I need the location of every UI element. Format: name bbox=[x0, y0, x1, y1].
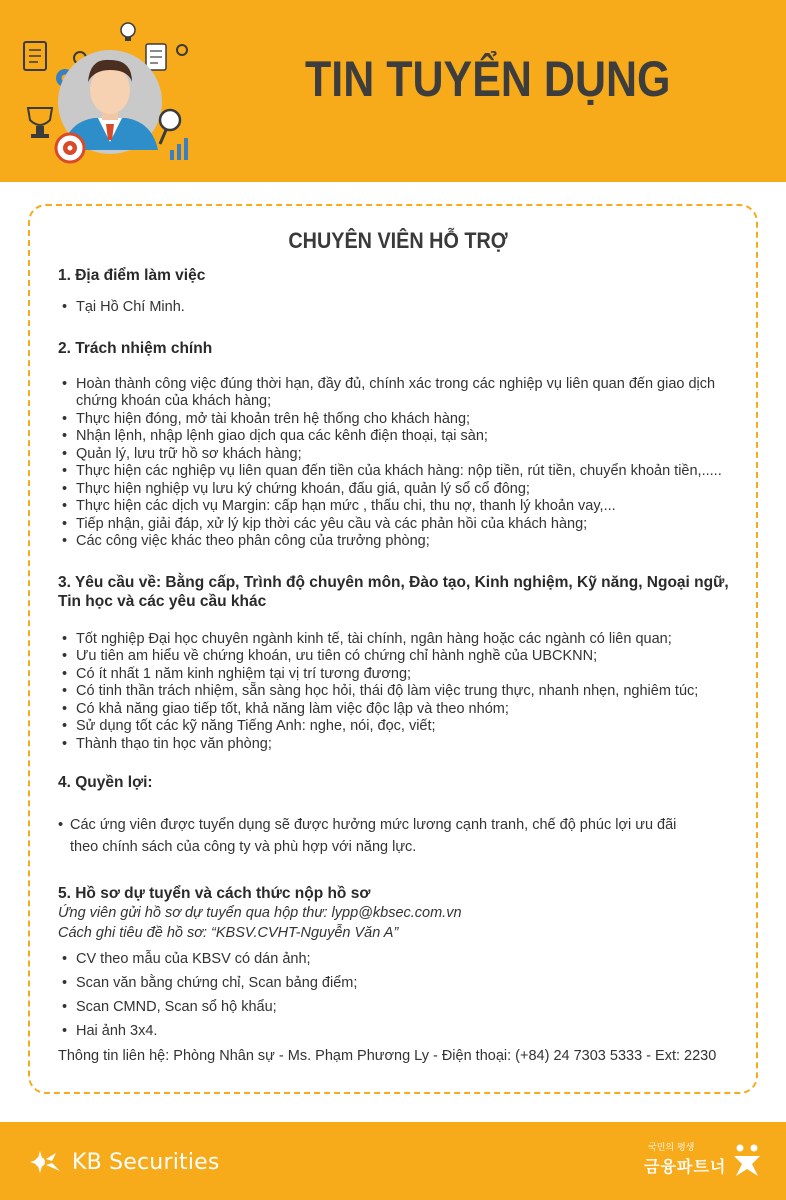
list-item: • Có khả năng giao tiếp tốt, khả năng làm việc độc lập và theo nhóm; bbox=[58, 701, 738, 719]
benefits-text: Các ứng viên được tuyển dụng sẽ được hưởng mức lương cạnh tranh, chế độ phúc lợi ưu đãi theo chính sách của công ty và phù hợp với năng lực. bbox=[70, 817, 677, 855]
submit-email-line: Ứng viên gửi hồ sơ dự tuyển qua hộp thư: lypp@kbsec.com.vn bbox=[58, 905, 462, 921]
partner-tagline-small: 국민의 평생 bbox=[648, 1143, 695, 1153]
brand-name: KB Securities bbox=[72, 1149, 220, 1175]
location-heading: 1. Địa điểm làm việc bbox=[58, 267, 206, 284]
list-item: • Các công việc khác theo phân công của trưởng phòng; bbox=[58, 533, 738, 551]
application-list bbox=[58, 947, 738, 1043]
list-item: • Thực hiện các nghiệp vụ liên quan đến tiền của khách hàng: nộp tiền, rút tiền, chuyển khoản tiền,..... bbox=[58, 463, 738, 481]
page-headline: TIN TUYỂN DỤNG bbox=[305, 51, 671, 107]
benefits-text-block bbox=[58, 814, 698, 858]
job-content bbox=[58, 222, 738, 1067]
kb-star-logo-icon bbox=[30, 1149, 64, 1175]
list-item: • Scan văn bằng chứng chỉ, Scan bảng điểm; bbox=[58, 971, 738, 995]
recruiter-illustration-icon bbox=[20, 20, 195, 170]
list-item: • Tốt nghiệp Đại học chuyên ngành kinh tế, tài chính, ngân hàng hoặc các ngành có liên quan; bbox=[58, 631, 738, 649]
contact-info: Thông tin liên hệ: Phòng Nhân sự - Ms. Phạm Phương Ly - Điện thoại: (+84) 24 7303 5333 - Ext: 2230 bbox=[58, 1048, 717, 1064]
subject-format-line: Cách ghi tiêu đề hồ sơ: “KBSV.CVHT-Nguyễn Văn A” bbox=[58, 925, 399, 941]
responsibilities-list bbox=[58, 376, 738, 551]
list-item: • Scan CMND, Scan sổ hộ khẩu; bbox=[58, 995, 738, 1019]
list-item: • Nhận lệnh, nhập lệnh giao dịch qua các kênh điện thoại, tại sàn; bbox=[58, 428, 738, 446]
list-item: • Sử dụng tốt các kỹ năng Tiếng Anh: nghe, nói, đọc, viết; bbox=[58, 718, 738, 736]
people-star-icon bbox=[732, 1142, 762, 1180]
list-item: • Tại Hồ Chí Minh. bbox=[58, 299, 738, 317]
job-title: CHUYÊN VIÊN HỖ TRỢ bbox=[288, 228, 508, 253]
list-item: • Hoàn thành công việc đúng thời hạn, đầy đủ, chính xác trong các nghiệp vụ liên quan đến giao dịch chứng khoán của khách hàng; bbox=[58, 376, 738, 411]
list-item: • Tiếp nhận, giải đáp, xử lý kịp thời các yêu cầu và các phản hồi của khách hàng; bbox=[58, 516, 738, 534]
bullet-icon: • bbox=[58, 817, 64, 833]
requirements-heading: 3. Yêu cầu về: Bằng cấp, Trình độ chuyên môn, Đào tạo, Kinh nghiệm, Kỹ năng, Ngoại ngữ, Tin học và các yêu cầu khác bbox=[58, 573, 729, 610]
list-item: • Có ít nhất 1 năm kinh nghiệm tại vị trí tương đương; bbox=[58, 666, 738, 684]
partner-tagline-big: 금융파트너 bbox=[644, 1157, 727, 1176]
partner-logo bbox=[640, 1138, 765, 1186]
location-list bbox=[58, 299, 738, 317]
list-item: • Hai ảnh 3x4. bbox=[58, 1019, 738, 1043]
requirements-list bbox=[58, 631, 738, 754]
benefits-heading: 4. Quyền lợi: bbox=[58, 774, 153, 791]
list-item: • Thực hiện các dịch vụ Margin: cấp hạn mức , thấu chi, thu nợ, thanh lý khoản vay,... bbox=[58, 498, 738, 516]
list-item: • Thực hiện nghiệp vụ lưu ký chứng khoán, đấu giá, quản lý sổ cổ đông; bbox=[58, 481, 738, 499]
list-item: • Ưu tiên am hiểu về chứng khoán, ưu tiên có chứng chỉ hành nghề của UBCKNN; bbox=[58, 648, 738, 666]
list-item: • Thành thạo tin học văn phòng; bbox=[58, 736, 738, 754]
list-item: • Có tinh thần trách nhiệm, sẵn sàng học hỏi, thái độ làm việc trung thực, nhanh nhẹn, nghiêm túc; bbox=[58, 683, 738, 701]
kb-brand bbox=[30, 1148, 220, 1176]
list-item: • Quản lý, lưu trữ hồ sơ khách hàng; bbox=[58, 446, 738, 464]
responsibilities-heading: 2. Trách nhiệm chính bbox=[58, 339, 213, 357]
list-item: • Thực hiện đóng, mở tài khoản trên hệ thống cho khách hàng; bbox=[58, 411, 738, 429]
list-item: • CV theo mẫu của KBSV có dán ảnh; bbox=[58, 947, 738, 971]
application-heading: 5. Hồ sơ dự tuyển và cách thức nộp hồ sơ bbox=[58, 885, 371, 902]
